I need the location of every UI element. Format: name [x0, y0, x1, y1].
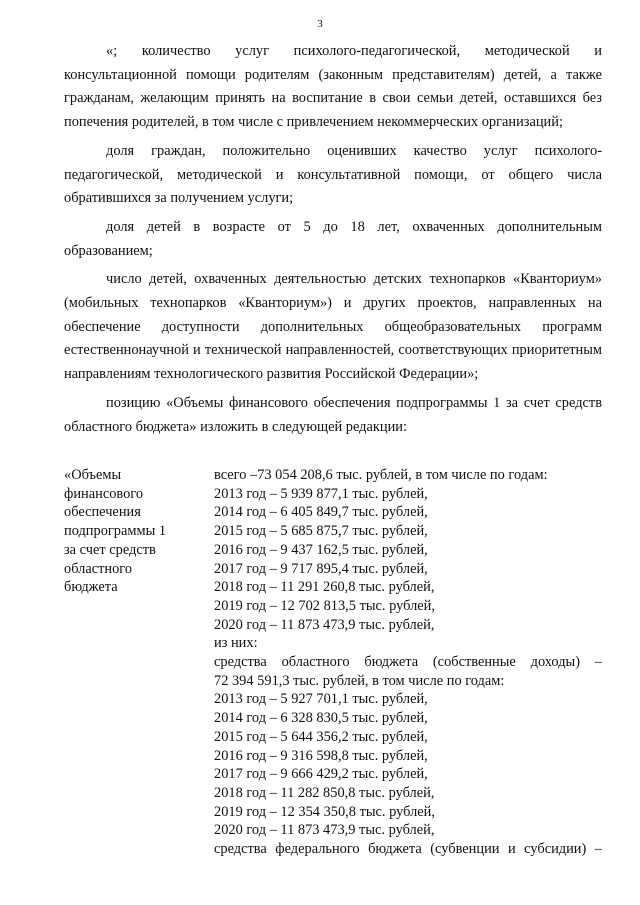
label-line: областного — [64, 560, 133, 577]
funding-table-label-column — [64, 466, 214, 859]
funding-table — [64, 466, 602, 859]
paragraph-funding-position: позицию «Объемы финансового обеспечения подпрограммы 1 за счет средств областного бюджета» изложить в следующей редакции: — [64, 394, 602, 435]
paragraph-kvantorium: число детей, охваченных деятельностью детских технопарков «Кванториум» (мобильных технопарков «Кванториум») и других проектов, направленных на обеспечение доступности дополнительных общеобразовательных программ естественнонаучной и технической направленностей, соответствующих приоритетным направлениям технологического развития Российской Федерации»; — [64, 271, 602, 383]
value-line: 2020 год – 11 873 473,9 тыс. рублей, — [214, 822, 435, 839]
value-line: 2020 год – 11 873 473,9 тыс. рублей, — [214, 616, 435, 633]
label-line: обеспечения — [64, 504, 141, 521]
value-line: из них: — [214, 635, 258, 652]
value-line: 2014 год – 6 405 849,7 тыс. рублей, — [214, 504, 428, 521]
paragraph-service-count: «; количество услуг психолого-педагогической, методической и консультационной помощи родителям (законным представителям) детей, а также гражданам, желающим принять на воспитание в свои семьи детей, оставшихся без попечения родителей, в том числе с привлечением некоммерческих организаций; — [64, 43, 602, 131]
value-line: 2013 год – 5 927 701,1 тыс. рублей, — [214, 691, 428, 708]
funding-table-value-column — [214, 466, 602, 859]
value-line: 2015 год – 5 644 356,2 тыс. рублей, — [214, 728, 428, 745]
label-line: «Объемы — [64, 467, 122, 483]
value-line: средства областного бюджета (собственные доходы) – — [214, 654, 602, 671]
paragraph-children-share: доля детей в возрасте от 5 до 18 лет, охваченных дополнительным образованием; — [64, 218, 602, 259]
value-line: 2018 год – 11 291 260,8 тыс. рублей, — [214, 579, 435, 596]
value-line: всего –73 054 208,6 тыс. рублей, в том числе по годам: — [214, 467, 548, 483]
value-line: 2015 год – 5 685 875,7 тыс. рублей, — [214, 523, 428, 540]
paragraph-citizens-share: доля граждан, положительно оценивших качество услуг психолого-педагогической, методической и консультативной помощи, от общего числа обратившихся за получением услуги; — [64, 142, 602, 207]
value-line: 2018 год – 11 282 850,8 тыс. рублей, — [214, 784, 435, 801]
document-body — [64, 40, 602, 444]
label-line: бюджета — [64, 579, 118, 596]
value-line: 2014 год – 6 328 830,5 тыс. рублей, — [214, 710, 428, 727]
value-line: 2013 год – 5 939 877,1 тыс. рублей, — [214, 485, 428, 502]
value-line: 2017 год – 9 666 429,2 тыс. рублей, — [214, 766, 428, 783]
value-line: 2019 год – 12 354 350,8 тыс. рублей, — [214, 803, 435, 820]
value-line: средства федерального бюджета (субвенции и субсидии) – — [214, 841, 602, 858]
value-line: 2016 год – 9 316 598,8 тыс. рублей, — [214, 747, 428, 764]
value-line: 2019 год – 12 702 813,5 тыс. рублей, — [214, 597, 435, 614]
label-line: за счет средств — [64, 541, 156, 558]
label-line: подпрограммы 1 — [64, 523, 167, 540]
value-line: 2017 год – 9 717 895,4 тыс. рублей, — [214, 560, 428, 577]
value-line: 2016 год – 9 437 162,5 тыс. рублей, — [214, 541, 428, 558]
value-line: 72 394 591,3 тыс. рублей, в том числе по годам: — [214, 672, 505, 689]
page-number: 3 — [317, 18, 323, 30]
label-line: финансового — [64, 485, 144, 502]
